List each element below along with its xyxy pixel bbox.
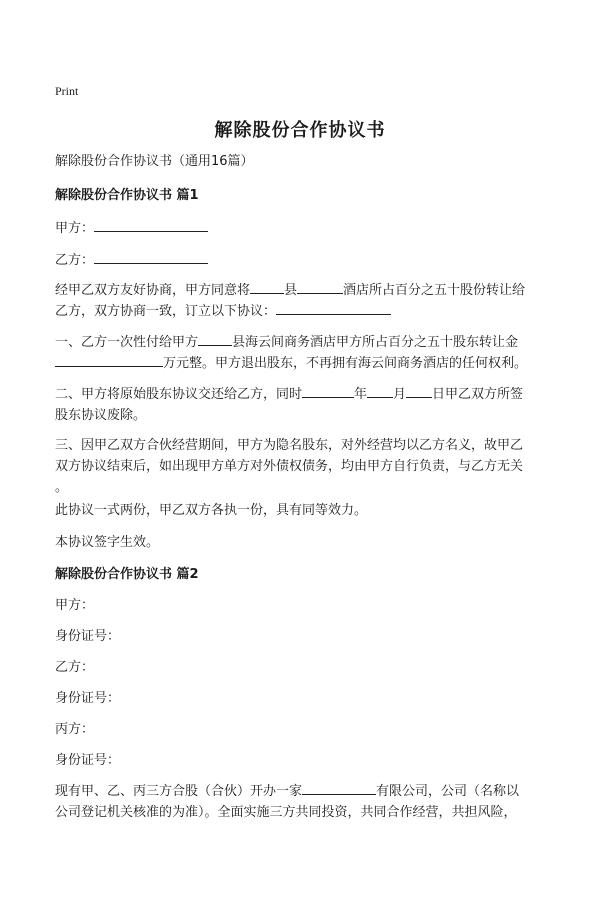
party-b-label: 乙方： [55,253,95,268]
paragraph-7-line-2: 公司登记机关核准的为准）。全面实施三方共同投资，共同合作经营，共担风险， [55,805,517,820]
county-blank-2 [198,332,232,346]
text-fragment: 经甲乙双方友好协商，甲方同意将 [55,283,251,298]
company-name-blank [302,781,376,795]
text-fragment: 酒店所占百分之五十股份转让给 [343,283,526,298]
party-a-label-2: 甲方： [55,598,95,613]
hotel-blank [297,280,343,294]
text-fragment: 有限公司，公司（名称以 [376,784,520,799]
text-fragment: 年 [354,387,368,402]
year-blank [302,384,354,398]
party-b-label-2: 乙方： [55,660,95,675]
text-fragment: 县 [284,283,298,298]
id-number-label-2: 身份证号： [55,691,121,706]
text-fragment: 现有甲、乙、丙三方合股（合伙）开办一家 [55,784,303,799]
paragraph-5: 此协议一式两份，甲乙双方各执一份，具有同等效力。 [55,503,368,518]
text-fragment: 月 [393,387,407,402]
id-number-label-1: 身份证号： [55,629,121,644]
paragraph-3-line-2: 股东协议废除。 [55,408,147,423]
id-number-label-3: 身份证号： [55,753,121,768]
day-blank [406,384,432,398]
paragraph-4-line-1: 三、因甲乙双方合伙经营期间，甲方为隐名股东，对外经营均以乙方名义，故甲乙 [55,438,524,453]
text-fragment: 万元整。甲方退出股东，不再拥有海云间商务酒店的任何权利。 [163,356,528,371]
party-b-line [55,249,555,273]
paragraph-4-line-3: 。 [55,480,69,495]
party-b-blank [94,250,208,264]
text-fragment: 日甲乙双方所签 [432,387,524,402]
text-fragment: 县海云间商务酒店甲方所占百分之五十股东转让金 [232,335,519,350]
print-link[interactable]: Print [55,84,79,98]
agreement-blank [276,301,391,315]
party-a-label: 甲方： [55,221,95,236]
document-subtitle: 解除股份合作协议书（通用16篇） [55,154,254,169]
text-fragment: 一、乙方一次性付给甲方 [55,335,199,350]
paragraph-2-line-2 [55,352,555,376]
amount-blank [55,353,163,367]
party-c-label: 丙方： [55,722,95,737]
text-fragment: 乙方，双方协商一致，订立以下协议： [55,304,277,319]
party-a-blank [94,218,208,232]
paragraph-4-line-2: 双方协议结束后，如出现甲方单方对外债权债务，均由甲方自行负责，与乙方无关 [55,459,524,474]
section-heading-1: 解除股份合作协议书 篇1 [55,188,199,203]
month-blank [367,384,393,398]
section-heading-2: 解除股份合作协议书 篇2 [55,567,199,582]
party-a-line [55,217,555,241]
text-fragment: 二、甲方将原始股东协议交还给乙方，同时 [55,387,303,402]
county-blank [250,280,284,294]
paragraph-6: 本协议签字生效。 [55,535,160,550]
paragraph-1-line-2 [55,300,555,324]
document-title: 解除股份合作协议书 [214,120,386,141]
